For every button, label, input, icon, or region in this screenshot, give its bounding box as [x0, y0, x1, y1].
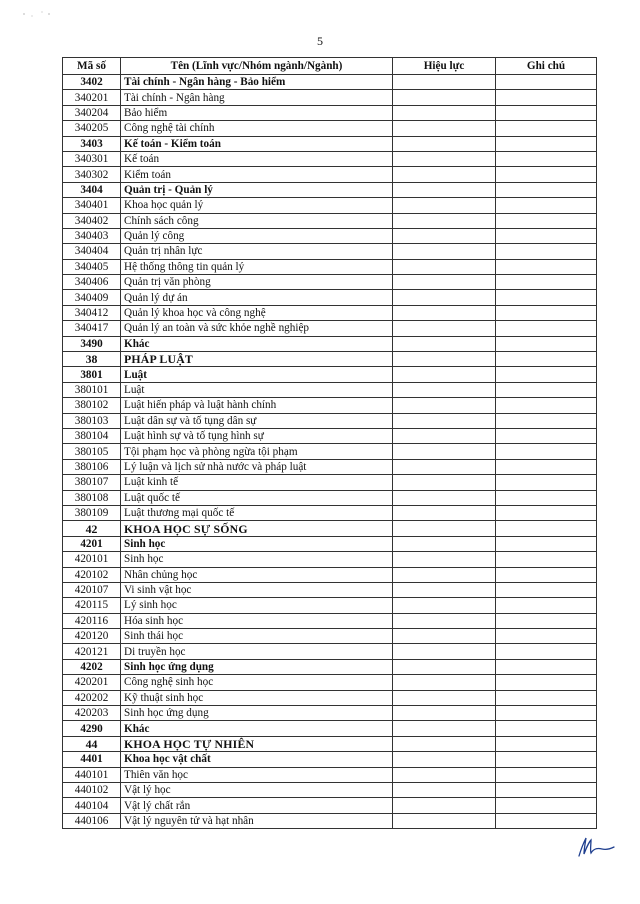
table-row: [63, 475, 597, 490]
row-code: 440106: [63, 813, 121, 828]
row-code: 380101: [63, 382, 121, 397]
row-validity: [393, 552, 496, 567]
row-validity: [393, 305, 496, 320]
row-note: [496, 552, 597, 567]
row-validity: [393, 659, 496, 674]
row-validity: [393, 213, 496, 228]
header-name: Tên (Lĩnh vực/Nhóm ngành/Ngành): [121, 58, 393, 75]
row-code: 42: [63, 521, 121, 536]
row-name: Sinh học: [121, 552, 393, 567]
row-code: 340417: [63, 321, 121, 336]
row-note: [496, 182, 597, 197]
table-row: [63, 244, 597, 259]
row-name: KHOA HỌC SỰ SỐNG: [121, 521, 393, 536]
row-code: 3801: [63, 367, 121, 382]
row-note: [496, 444, 597, 459]
table-row: [63, 706, 597, 721]
row-name: Chính sách công: [121, 213, 393, 228]
row-name: Tài chính - Ngân hàng - Bảo hiểm: [121, 75, 393, 90]
row-note: [496, 75, 597, 90]
row-code: 38: [63, 352, 121, 367]
row-note: [496, 598, 597, 613]
row-note: [496, 767, 597, 782]
row-code: 440102: [63, 782, 121, 797]
row-name: Quản lý khoa học và công nghệ: [121, 305, 393, 320]
row-validity: [393, 459, 496, 474]
table-row: [63, 182, 597, 197]
row-name: Sinh thái học: [121, 629, 393, 644]
row-code: 340406: [63, 275, 121, 290]
row-name: Kiểm toán: [121, 167, 393, 182]
row-note: [496, 659, 597, 674]
row-note: [496, 105, 597, 120]
row-validity: [393, 90, 496, 105]
row-name: Khoa học quản lý: [121, 198, 393, 213]
row-validity: [393, 352, 496, 367]
row-code: 420120: [63, 629, 121, 644]
header-validity: Hiệu lực: [393, 58, 496, 75]
row-note: [496, 428, 597, 443]
row-code: 420202: [63, 690, 121, 705]
row-validity: [393, 536, 496, 551]
row-code: 420101: [63, 552, 121, 567]
row-validity: [393, 321, 496, 336]
table-row: [63, 536, 597, 551]
row-note: [496, 290, 597, 305]
table-row: [63, 505, 597, 520]
row-validity: [393, 598, 496, 613]
row-note: [496, 798, 597, 813]
row-code: 380108: [63, 490, 121, 505]
field-code-table: [62, 57, 597, 829]
table-row: [63, 228, 597, 243]
row-note: [496, 736, 597, 751]
row-note: [496, 536, 597, 551]
table-row: [63, 321, 597, 336]
table-row: [63, 336, 597, 351]
row-note: [496, 275, 597, 290]
row-validity: [393, 675, 496, 690]
row-validity: [393, 75, 496, 90]
row-name: Quản trị - Quản lý: [121, 182, 393, 197]
row-validity: [393, 798, 496, 813]
row-validity: [393, 151, 496, 166]
initials-signature: [576, 832, 616, 860]
row-name: Kỹ thuật sinh học: [121, 690, 393, 705]
row-validity: [393, 121, 496, 136]
row-note: [496, 613, 597, 628]
row-code: 420121: [63, 644, 121, 659]
row-validity: [393, 475, 496, 490]
row-name: Vi sinh vật học: [121, 582, 393, 597]
page-number: 5: [317, 34, 323, 48]
row-validity: [393, 336, 496, 351]
row-code: 420116: [63, 613, 121, 628]
row-name: Luật hiến pháp và luật hành chính: [121, 398, 393, 413]
row-name: Tài chính - Ngân hàng: [121, 90, 393, 105]
table-row: [63, 752, 597, 767]
row-code: 440101: [63, 767, 121, 782]
row-validity: [393, 767, 496, 782]
row-validity: [393, 752, 496, 767]
row-name: Sinh học ứng dụng: [121, 706, 393, 721]
table-row: [63, 736, 597, 751]
table-row: [63, 629, 597, 644]
row-note: [496, 752, 597, 767]
row-note: [496, 228, 597, 243]
row-code: 380102: [63, 398, 121, 413]
row-validity: [393, 228, 496, 243]
scan-speck-marks: [22, 8, 62, 18]
row-name: Quản lý an toàn và sức khỏe nghề nghiệp: [121, 321, 393, 336]
row-name: Hệ thống thông tin quản lý: [121, 259, 393, 274]
row-validity: [393, 398, 496, 413]
row-note: [496, 90, 597, 105]
row-code: 380106: [63, 459, 121, 474]
row-code: 340204: [63, 105, 121, 120]
table-row: [63, 767, 597, 782]
row-note: [496, 305, 597, 320]
row-note: [496, 459, 597, 474]
row-code: 420115: [63, 598, 121, 613]
row-code: 380109: [63, 505, 121, 520]
table-row: [63, 398, 597, 413]
table-row: [63, 598, 597, 613]
row-code: 380105: [63, 444, 121, 459]
row-name: Khác: [121, 721, 393, 736]
row-note: [496, 675, 597, 690]
row-name: Kế toán: [121, 151, 393, 166]
table-row: [63, 198, 597, 213]
row-name: Quản trị văn phòng: [121, 275, 393, 290]
row-validity: [393, 136, 496, 151]
row-note: [496, 505, 597, 520]
row-name: Luật thương mại quốc tế: [121, 505, 393, 520]
row-code: 340409: [63, 290, 121, 305]
row-name: Luật: [121, 382, 393, 397]
row-name: KHOA HỌC TỰ NHIÊN: [121, 736, 393, 751]
row-note: [496, 721, 597, 736]
row-note: [496, 690, 597, 705]
row-code: 340403: [63, 228, 121, 243]
row-code: 340402: [63, 213, 121, 228]
row-validity: [393, 167, 496, 182]
row-validity: [393, 690, 496, 705]
row-name: Công nghệ tài chính: [121, 121, 393, 136]
table-row: [63, 644, 597, 659]
table-row: [63, 290, 597, 305]
row-note: [496, 813, 597, 828]
row-note: [496, 244, 597, 259]
row-name: Lý sinh học: [121, 598, 393, 613]
row-code: 340405: [63, 259, 121, 274]
row-code: 420102: [63, 567, 121, 582]
row-name: Vật lý chất rắn: [121, 798, 393, 813]
table-row: [63, 367, 597, 382]
row-name: Kế toán - Kiểm toán: [121, 136, 393, 151]
row-validity: [393, 275, 496, 290]
row-note: [496, 706, 597, 721]
table-row: [63, 521, 597, 536]
row-code: 3404: [63, 182, 121, 197]
row-note: [496, 521, 597, 536]
row-note: [496, 198, 597, 213]
table-row: [63, 613, 597, 628]
table-row: [63, 90, 597, 105]
table-row: [63, 659, 597, 674]
table-row: [63, 690, 597, 705]
table-row: [63, 782, 597, 797]
row-name: Tội phạm học và phòng ngừa tội phạm: [121, 444, 393, 459]
row-validity: [393, 567, 496, 582]
row-note: [496, 475, 597, 490]
table-row: [63, 675, 597, 690]
header-note: Ghi chú: [496, 58, 597, 75]
table-row: [63, 305, 597, 320]
row-code: 340201: [63, 90, 121, 105]
row-note: [496, 151, 597, 166]
row-note: [496, 582, 597, 597]
row-code: 4290: [63, 721, 121, 736]
row-code: 3403: [63, 136, 121, 151]
row-validity: [393, 290, 496, 305]
row-code: 4202: [63, 659, 121, 674]
row-validity: [393, 706, 496, 721]
row-note: [496, 352, 597, 367]
row-name: Luật kinh tế: [121, 475, 393, 490]
row-note: [496, 644, 597, 659]
table-row: [63, 428, 597, 443]
row-name: Luật quốc tế: [121, 490, 393, 505]
row-code: 380107: [63, 475, 121, 490]
row-note: [496, 629, 597, 644]
row-note: [496, 382, 597, 397]
row-note: [496, 136, 597, 151]
row-name: Sinh học ứng dụng: [121, 659, 393, 674]
row-code: 340412: [63, 305, 121, 320]
table-row: [63, 582, 597, 597]
row-validity: [393, 413, 496, 428]
table-row: [63, 352, 597, 367]
row-name: Khoa học vật chất: [121, 752, 393, 767]
row-validity: [393, 644, 496, 659]
table-row: [63, 721, 597, 736]
table-row: [63, 552, 597, 567]
row-validity: [393, 721, 496, 736]
row-code: 340302: [63, 167, 121, 182]
row-code: 420201: [63, 675, 121, 690]
table-row: [63, 213, 597, 228]
row-note: [496, 367, 597, 382]
row-code: 380103: [63, 413, 121, 428]
table-row: [63, 444, 597, 459]
table-row: [63, 167, 597, 182]
row-code: 3490: [63, 336, 121, 351]
row-validity: [393, 105, 496, 120]
table-row: [63, 459, 597, 474]
row-code: 440104: [63, 798, 121, 813]
row-validity: [393, 490, 496, 505]
table-row: [63, 413, 597, 428]
row-validity: [393, 182, 496, 197]
row-validity: [393, 782, 496, 797]
table-row: [63, 567, 597, 582]
row-name: PHÁP LUẬT: [121, 352, 393, 367]
row-validity: [393, 613, 496, 628]
row-code: 44: [63, 736, 121, 751]
row-code: 3402: [63, 75, 121, 90]
row-name: Luật: [121, 367, 393, 382]
row-name: Nhân chủng học: [121, 567, 393, 582]
row-name: Công nghệ sinh học: [121, 675, 393, 690]
table-row: [63, 813, 597, 828]
row-name: Hóa sinh học: [121, 613, 393, 628]
table-row: [63, 490, 597, 505]
row-validity: [393, 198, 496, 213]
row-validity: [393, 505, 496, 520]
row-note: [496, 167, 597, 182]
row-name: Di truyền học: [121, 644, 393, 659]
row-name: Bảo hiểm: [121, 105, 393, 120]
row-code: 340205: [63, 121, 121, 136]
row-name: Lý luận và lịch sử nhà nước và pháp luật: [121, 459, 393, 474]
row-note: [496, 413, 597, 428]
row-validity: [393, 382, 496, 397]
table-row: [63, 75, 597, 90]
row-code: 340401: [63, 198, 121, 213]
row-name: Sinh học: [121, 536, 393, 551]
row-note: [496, 490, 597, 505]
row-note: [496, 567, 597, 582]
row-validity: [393, 244, 496, 259]
row-validity: [393, 736, 496, 751]
row-validity: [393, 367, 496, 382]
row-name: Quản trị nhân lực: [121, 244, 393, 259]
row-name: Luật dân sự và tố tụng dân sự: [121, 413, 393, 428]
table-row: [63, 275, 597, 290]
row-note: [496, 336, 597, 351]
row-note: [496, 782, 597, 797]
table-row: [63, 136, 597, 151]
table-row: [63, 382, 597, 397]
row-validity: [393, 813, 496, 828]
row-validity: [393, 629, 496, 644]
row-name: Luật hình sự và tố tụng hình sự: [121, 428, 393, 443]
row-name: Vật lý học: [121, 782, 393, 797]
table-body: [63, 75, 597, 829]
row-code: 420203: [63, 706, 121, 721]
row-code: 4201: [63, 536, 121, 551]
row-note: [496, 321, 597, 336]
table-row: [63, 151, 597, 166]
row-note: [496, 121, 597, 136]
row-validity: [393, 444, 496, 459]
row-validity: [393, 259, 496, 274]
row-code: 340301: [63, 151, 121, 166]
row-code: 380104: [63, 428, 121, 443]
table-row: [63, 259, 597, 274]
row-note: [496, 398, 597, 413]
row-name: Quản lý công: [121, 228, 393, 243]
row-validity: [393, 521, 496, 536]
table-row: [63, 105, 597, 120]
row-name: Khác: [121, 336, 393, 351]
table-header-row: [63, 58, 597, 75]
table-row: [63, 121, 597, 136]
row-validity: [393, 582, 496, 597]
row-validity: [393, 428, 496, 443]
row-code: 420107: [63, 582, 121, 597]
row-code: 4401: [63, 752, 121, 767]
header-code: Mã số: [63, 58, 121, 75]
row-note: [496, 213, 597, 228]
table-row: [63, 798, 597, 813]
row-code: 340404: [63, 244, 121, 259]
row-name: Thiên văn học: [121, 767, 393, 782]
row-note: [496, 259, 597, 274]
row-name: Quản lý dự án: [121, 290, 393, 305]
row-name: Vật lý nguyên tử và hạt nhân: [121, 813, 393, 828]
